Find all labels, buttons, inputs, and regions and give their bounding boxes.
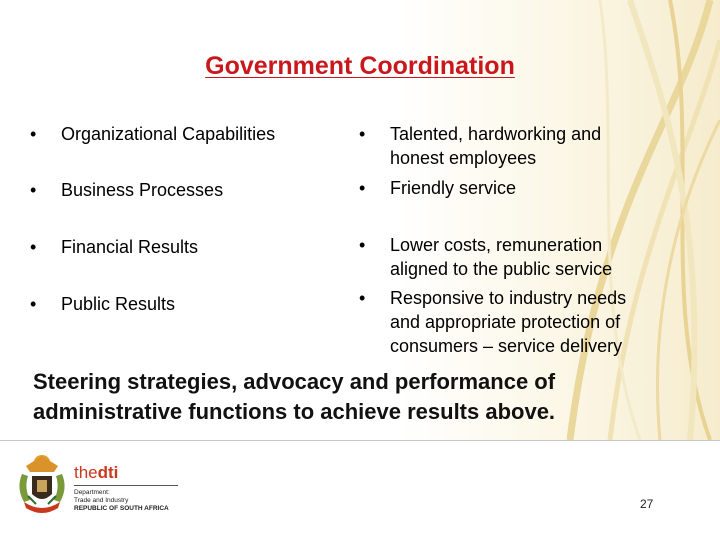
bullet-marker: • <box>30 180 37 200</box>
list-item <box>359 233 649 281</box>
bullet-text: Organizational Capabilities <box>61 124 276 144</box>
dti-logo <box>74 463 184 513</box>
list-item <box>359 176 659 200</box>
bullet-marker: • <box>359 235 366 255</box>
dti-wordmark <box>74 463 184 483</box>
logo-the: the <box>74 463 98 482</box>
dept-line-3: REPUBLIC OF SOUTH AFRICA <box>74 505 169 512</box>
list-item <box>30 292 330 316</box>
bullet-text: Lower costs, remuneration aligned to the public service <box>390 235 613 279</box>
dept-line-2: Trade and Industry <box>74 497 129 504</box>
list-item <box>359 286 661 358</box>
bullet-marker: • <box>359 178 366 198</box>
list-item <box>30 122 330 146</box>
bullet-text: Responsive to industry needs and appropriate protection of consumers – service delivery <box>390 288 627 356</box>
list-item <box>359 122 634 170</box>
bullet-text: Friendly service <box>390 178 517 198</box>
bullet-marker: • <box>359 288 366 308</box>
bullet-text: Public Results <box>61 294 176 314</box>
bullet-text: Talented, hardworking and honest employees <box>390 124 602 168</box>
bullet-marker: • <box>30 124 37 144</box>
bullet-text: Financial Results <box>61 237 199 257</box>
bullet-marker: • <box>359 124 366 144</box>
logo-dti: dti <box>97 463 119 482</box>
dept-line-1: Department: <box>74 489 110 496</box>
steering-statement: Steering strategies, advocacy and performance of administrative functions to achieve results above. <box>33 369 556 424</box>
coat-of-arms-icon <box>16 452 68 520</box>
page-number: 27 <box>640 497 654 511</box>
bullet-marker: • <box>30 294 37 314</box>
list-item <box>30 178 330 202</box>
list-item <box>30 235 330 259</box>
slide-title: Government Coordination <box>205 52 515 80</box>
logo-rule <box>74 485 178 486</box>
bullet-text: Business Processes <box>61 180 224 200</box>
bullet-marker: • <box>30 237 37 257</box>
